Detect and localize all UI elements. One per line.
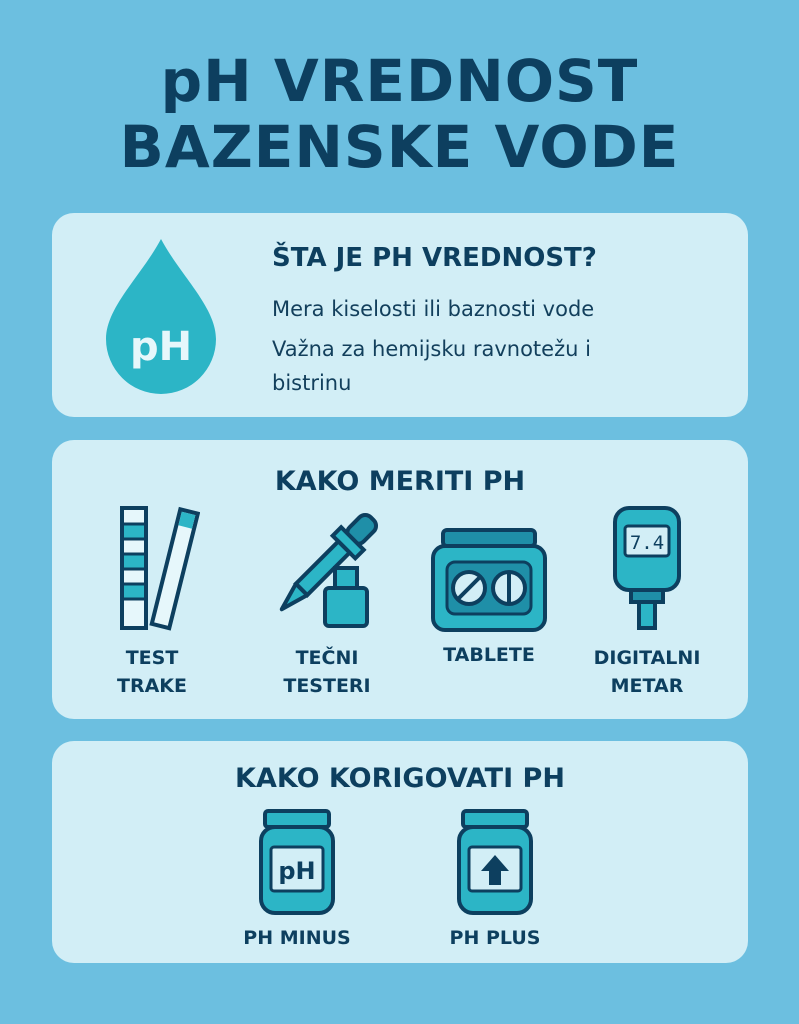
ph-minus-label: PH MINUS: [243, 927, 351, 949]
ph-plus-label: PH PLUS: [449, 927, 541, 949]
test-strips-icon: [104, 504, 200, 634]
how-to-measure-card: [52, 440, 748, 719]
ph-minus-item: [227, 807, 367, 949]
page-title: [0, 48, 799, 180]
test-strips-label: TEST TRAKE: [117, 647, 187, 697]
liquid-testers-label: TEČNI TESTERI: [283, 647, 371, 697]
title-line-1: pH VREDNOST: [160, 47, 639, 115]
ph-minus-jar-icon: [257, 807, 337, 917]
digital-meter-icon: [607, 504, 687, 634]
ph-plus-item: [425, 807, 565, 949]
what-is-ph-card: [52, 213, 748, 417]
digital-meter-label: DIGITALNI METAR: [593, 647, 701, 697]
tablets-icon: [429, 526, 549, 634]
correct-heading: KAKO KORIGOVATI PH: [235, 763, 565, 794]
what-is-line-1: Mera kiselosti ili baznosti vode: [272, 297, 595, 321]
ph-minus-jar-text: pH: [278, 857, 316, 885]
meter-reading: 7.4: [629, 532, 665, 554]
measure-heading: KAKO MERITI PH: [274, 466, 526, 497]
digital-meter-item: [572, 504, 722, 700]
title-line-2: BAZENSKE VODE: [119, 113, 680, 181]
what-is-heading: ŠTA JE PH VREDNOST?: [272, 243, 597, 273]
what-is-line-3: bistrinu: [272, 371, 352, 395]
test-strips-item: [82, 504, 222, 700]
ph-drop-text: pH: [129, 324, 193, 370]
ph-plus-jar-icon: [455, 807, 535, 917]
tablets-item: [414, 526, 564, 666]
dropper-icon: [267, 504, 387, 634]
liquid-testers-item: [257, 504, 397, 700]
how-to-correct-card: [52, 741, 748, 963]
ph-drop-icon: [102, 235, 220, 395]
what-is-line-2: Važna za hemijsku ravnotežu i: [272, 337, 591, 361]
tablets-label: TABLETE: [443, 644, 535, 666]
